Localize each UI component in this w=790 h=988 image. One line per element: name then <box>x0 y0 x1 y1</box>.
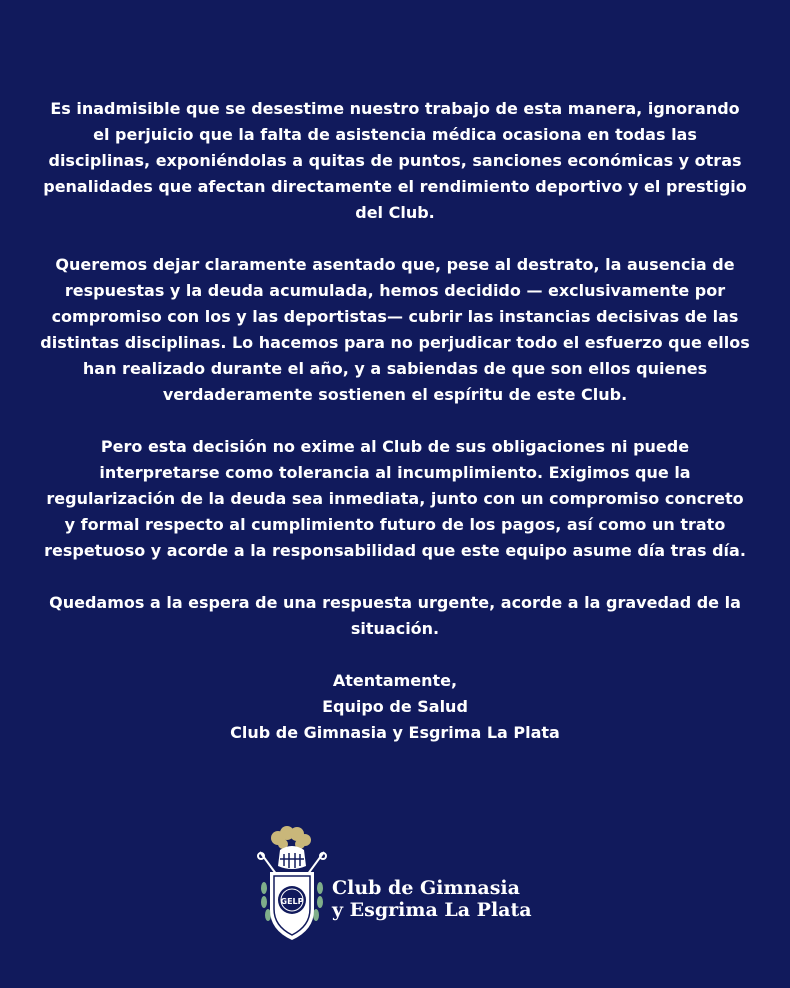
logo-wordmark <box>332 877 532 921</box>
club-crest-icon <box>252 826 332 946</box>
plume-icon <box>271 826 311 849</box>
paragraph-3: Pero esta decisión no exime al Club de sus obligaciones ni puede interpretarse como tolerancia al incumplimiento. Exigimos que la regularización de la deuda sea inmediata, junto con un compromiso concreto y formal respecto al cumplimiento futuro de los pagos, así como un trato respetuoso y acorde a la responsabilidad que este equipo asume día tras día. <box>44 437 746 560</box>
logo-line-2: y Esgrima La Plata <box>332 899 532 921</box>
letter-body <box>40 96 750 746</box>
paragraph-1: Es inadmisible que se desestime nuestro trabajo de esta manera, ignorando el perjuicio que la falta de asistencia médica ocasiona en todas las disciplinas, exponiéndolas a quitas de puntos, sanciones económicas y otras penalidades que afectan directamente el rendimiento deportivo y el prestigio del Club. <box>43 99 747 222</box>
signature-club: Club de Gimnasia y Esgrima La Plata <box>230 723 560 742</box>
club-logo <box>252 826 552 946</box>
paragraph-2: Queremos dejar claramente asentado que, pese al destrato, la ausencia de respuestas y la deuda acumulada, hemos decidido — exclusivamente por compromiso con los y las deportistas— cubrir las instancias decisivas de las distintas disciplinas. Lo hacemos para no perjudicar todo el esfuerzo que ellos han realizado durante el año, y a sabiendas de que son ellos quienes verdaderamente sostienen el espíritu de este Club. <box>40 255 750 404</box>
helmet-icon <box>278 846 306 869</box>
paragraph-4: Quedamos a la espera de una respuesta urgente, acorde a la gravedad de la situación. <box>49 593 741 638</box>
logo-line-1: Club de Gimnasia <box>332 877 520 899</box>
crest-letters: GELP <box>280 897 304 906</box>
signature-closing: Atentamente, <box>332 671 458 690</box>
signature-team: Equipo de Salud <box>322 697 468 716</box>
